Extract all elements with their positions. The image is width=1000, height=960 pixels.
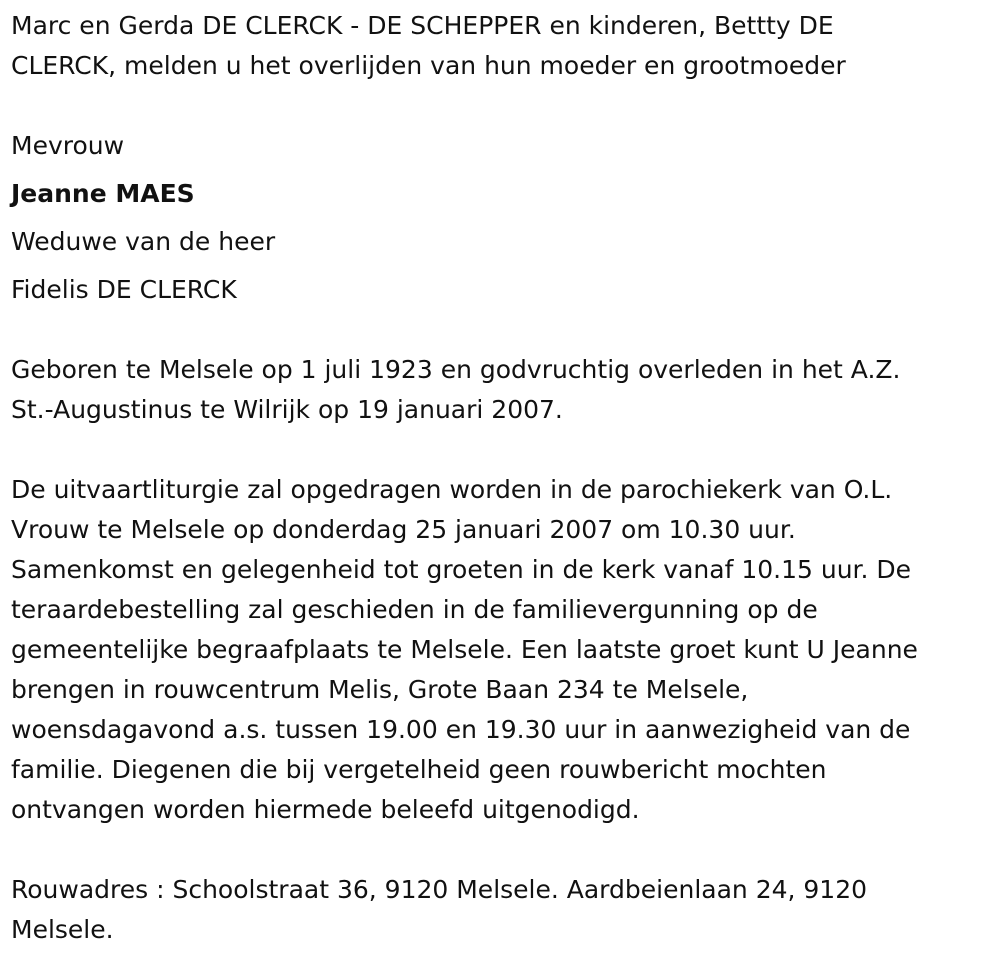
spacer xyxy=(11,310,986,350)
intro-paragraph: Marc en Gerda DE CLERCK - DE SCHEPPER en kinderen, Bettty DE CLERCK, melden u het overlijden van hun moeder en grootmoeder xyxy=(11,11,846,80)
spacer xyxy=(11,830,986,870)
spacer xyxy=(11,86,986,126)
deceased-name: Jeanne MAES xyxy=(11,179,195,208)
title-line: Mevrouw xyxy=(11,131,125,160)
address-paragraph: Rouwadres : Schoolstraat 36, 9120 Melsele. Aardbeienlaan 24, 9120 Melsele. xyxy=(11,875,868,944)
funeral-paragraph: De uitvaartliturgie zal opgedragen worden in de parochiekerk van O.L. Vrouw te Melsele op donderdag 25 januari 2007 om 10.30 uur. Samenkomst en gelegenheid tot groeten in de kerk vanaf 10.15 uur. De teraardebestelling zal geschieden in de familievergunning op de gemeentelijke begraafplaats te Melsele. Een laatste groet kunt U Jeanne brengen in rouwcentrum Melis, Grote Baan 234 te Melsele, woensdagavond a.s. tussen 19.00 en 19.30 uur in aanwezigheid van de familie. Diegenen die bij vergetelheid geen rouwbericht mochten ontvangen worden hiermede beleefd uitgenodigd. xyxy=(11,475,918,824)
spouse-name: Fidelis DE CLERCK xyxy=(11,275,237,304)
born-died-paragraph: Geboren te Melsele op 1 juli 1923 en godvruchtig overleden in het A.Z. St.-Augustinus te Wilrijk op 19 januari 2007. xyxy=(11,355,901,424)
relation-line: Weduwe van de heer xyxy=(11,227,276,256)
spacer xyxy=(11,430,986,470)
